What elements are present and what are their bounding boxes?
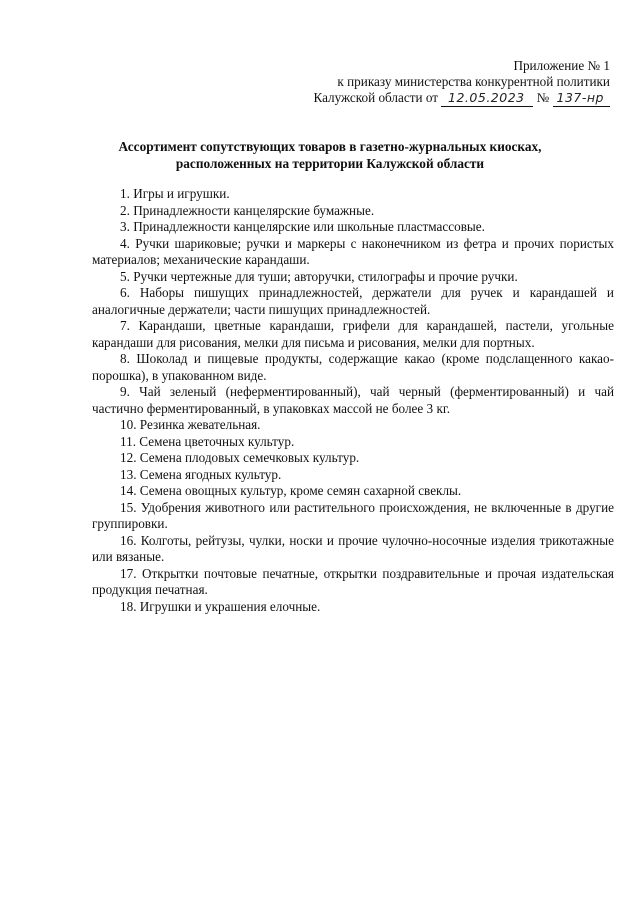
list-item: 10. Резинка жевательная.: [120, 417, 261, 432]
list-item: 5. Ручки чертежные для туши; авторучки, стилографы и прочие ручки.: [120, 268, 518, 284]
list-item: 6. Наборы пишущих принадлежностей, держатели для ручек и карандашей и аналогичные держатели; части пишущих принадлежностей.: [92, 285, 614, 317]
title-line-1: Ассортимент сопутствующих товаров в газетно-журнальных киосках,: [118, 139, 542, 154]
list-item: 2. Принадлежности канцелярские бумажные.: [120, 202, 375, 218]
list-item: 12. Семена плодовых семечковых культур.: [120, 450, 360, 465]
document-title: [80, 138, 580, 172]
appendix-header: [250, 58, 610, 107]
title-line-2: расположенных на территории Калужской области: [175, 156, 485, 171]
order-date-line: [250, 90, 610, 107]
list-item: 3. Принадлежности канцелярские или школьные пластмассовые.: [120, 219, 485, 234]
order-reference: к приказу министерства конкурентной политики: [337, 74, 610, 89]
list-item: 8. Шоколад и пищевые продукты, содержащие какао (кроме подслащенного какао-порошка), в упакованном виде.: [92, 351, 614, 383]
list-item: 13. Семена ягодных культур.: [120, 466, 282, 482]
appendix-number: Приложение № 1: [513, 58, 610, 73]
handwritten-date: 12.05.2023: [441, 90, 533, 107]
list-item: 17. Открытки почтовые печатные, открытки поздравительные и прочая издательская продукция печатная.: [92, 565, 614, 597]
order-region-label: Калужской области от: [313, 90, 439, 105]
list-item: 4. Ручки шариковые; ручки и маркеры с наконечником из фетра и прочих пористых материалов; механические карандаши.: [92, 235, 614, 267]
list-item: 15. Удобрения животного или растительного происхождения, не включенные в другие группировки.: [92, 499, 614, 531]
goods-list: [92, 186, 614, 615]
list-item: 14. Семена овощных культур, кроме семян сахарной свеклы.: [120, 483, 462, 498]
number-sign: №: [536, 90, 550, 105]
list-item: 16. Колготы, рейтузы, чулки, носки и прочие чулочно-носочные изделия трикотажные или вязаные.: [92, 532, 614, 564]
list-item: 11. Семена цветочных культур.: [120, 433, 295, 449]
list-item: 7. Карандаши, цветные карандаши, грифели для карандашей, пастели, угольные карандаши для рисования, мелки для письма и рисования, мелки для портных.: [92, 318, 614, 350]
list-item: 18. Игрушки и украшения елочные.: [120, 598, 321, 614]
list-item: 9. Чай зеленый (неферментированный), чай черный (ферментированный) и чай частично ферментированный, в упаковках массой не более 3 кг.: [92, 384, 614, 416]
handwritten-order-number: 137-нр: [553, 90, 610, 107]
list-item: 1. Игры и игрушки.: [120, 186, 230, 201]
